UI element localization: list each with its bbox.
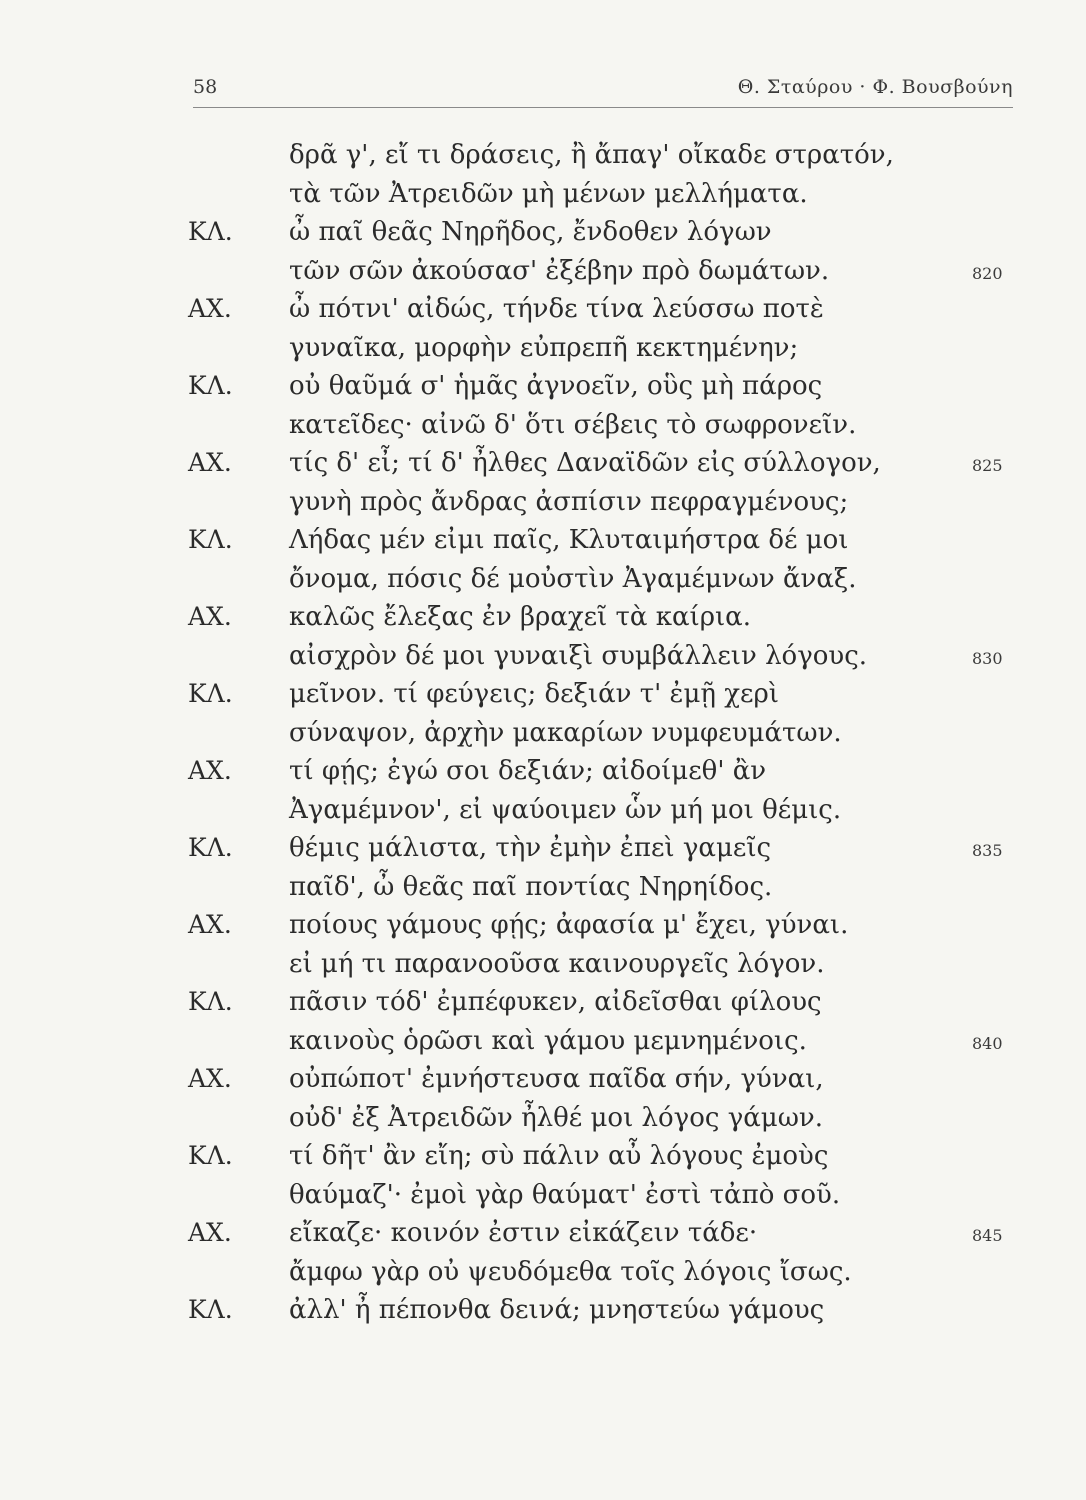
verse-line-text: Ἀγαμέμνον', εἰ ψαύοιμεν ὧν μή μοι θέμις. xyxy=(289,794,842,825)
speaker-label: ΑΧ. xyxy=(188,1064,232,1093)
verse-line-text: σύναψον, ἀρχὴν μακαρίων νυμφευμάτων. xyxy=(289,717,842,748)
verse-line xyxy=(188,1137,1028,1176)
verse-line-text: ὦ παῖ θεᾶς Νηρῆδος, ἔνδοθεν λόγων xyxy=(289,217,772,247)
verse-line-text: αἰσχρὸν δέ μοι γυναιξὶ συμβάλλειν λόγους. xyxy=(289,640,868,671)
line-number: 840 xyxy=(972,1033,1003,1053)
verse-line xyxy=(188,598,1028,637)
verse-line-text: εἰ μή τι παρανοοῦσα καινουργεῖς λόγον. xyxy=(289,948,825,979)
verse-line-text: κατεῖδες· αἰνῶ δ' ὅτι σέβεις τὸ σωφρονεῖν. xyxy=(289,409,857,440)
verse-line xyxy=(188,367,1028,406)
line-number: 835 xyxy=(972,841,1003,860)
speaker-label: ΑΧ. xyxy=(188,1218,232,1247)
verse-line-text: μεῖνον. τί φεύγεις; δεξιάν τ' ἐμῇ χερὶ xyxy=(289,679,779,709)
verse-line-text: ὦ πότνι' αἰδώς, τήνδε τίνα λεύσσω ποτὲ xyxy=(289,294,824,324)
verse-line xyxy=(188,483,1028,522)
speaker-label: ΚΛ. xyxy=(188,833,233,862)
verse-line xyxy=(188,1099,1028,1138)
verse-line xyxy=(188,1214,1028,1253)
verse-line xyxy=(188,406,1028,445)
verse-line-text: γυναῖκα, μορφὴν εὐπρεπῆ κεκτημένην; xyxy=(289,332,799,363)
page-number: 58 xyxy=(193,76,218,98)
page-header xyxy=(193,76,1013,104)
verse-line xyxy=(188,175,1028,214)
verse-line-text: ἀλλ' ἦ πέπονθα δεινά; μνηστεύω γάμους xyxy=(289,1295,825,1325)
verse-line-text: καλῶς ἔλεξας ἐν βραχεῖ τὰ καίρια. xyxy=(289,602,752,632)
speaker-label: ΚΛ. xyxy=(188,525,233,554)
header-rule xyxy=(193,107,1013,108)
verse-line xyxy=(188,829,1028,868)
line-number: 820 xyxy=(972,263,1003,283)
speaker-label: ΑΧ. xyxy=(188,602,232,631)
verse-text xyxy=(188,136,1028,1330)
verse-line-text: παῖδ', ὦ θεᾶς παῖ ποντίας Νηρηίδος. xyxy=(289,871,773,902)
verse-line xyxy=(188,1291,1028,1330)
verse-line xyxy=(188,752,1028,791)
speaker-label: ΚΛ. xyxy=(188,987,233,1016)
verse-line xyxy=(188,906,1028,945)
verse-line xyxy=(188,252,1028,291)
verse-line-text: τίς δ' εἶ; τί δ' ἦλθες Δαναϊδῶν εἰς σύλλογον, xyxy=(289,448,881,478)
verse-line xyxy=(188,868,1028,907)
verse-line-text: τί δῆτ' ἂν εἴη; σὺ πάλιν αὖ λόγους ἐμοὺς xyxy=(289,1141,829,1171)
verse-line xyxy=(188,1253,1028,1292)
verse-line xyxy=(188,329,1028,368)
speaker-label: ΚΛ. xyxy=(188,1295,233,1324)
verse-line xyxy=(188,136,1028,175)
speaker-label: ΑΧ. xyxy=(188,294,232,323)
speaker-label: ΚΛ. xyxy=(188,679,233,708)
speaker-label: ΚΛ. xyxy=(188,1141,233,1170)
line-number: 845 xyxy=(972,1226,1003,1245)
line-number: 830 xyxy=(972,648,1003,668)
speaker-label: ΑΧ. xyxy=(188,448,232,477)
verse-line-text: τῶν σῶν ἀκούσασ' ἐξέβην πρὸ δωμάτων. xyxy=(289,255,830,286)
verse-line xyxy=(188,637,1028,676)
verse-line-text: καινοὺς ὁρῶσι καὶ γάμου μεμνημένοις. xyxy=(289,1025,807,1056)
verse-line-text: πᾶσιν τόδ' ἐμπέφυκεν, αἰδεῖσθαι φίλους xyxy=(289,987,822,1017)
verse-line xyxy=(188,213,1028,252)
verse-line-text: οὐ θαῦμά σ' ἡμᾶς ἀγνοεῖν, οὓς μὴ πάρος xyxy=(289,371,823,401)
verse-line xyxy=(188,444,1028,483)
verse-line xyxy=(188,1176,1028,1215)
verse-line-text: οὐδ' ἐξ Ἀτρειδῶν ἦλθέ μοι λόγος γάμων. xyxy=(289,1102,823,1133)
verse-line-text: γυνὴ πρὸς ἄνδρας ἀσπίσιν πεφραγμένους; xyxy=(289,486,849,517)
speaker-label: ΚΛ. xyxy=(188,371,233,400)
verse-line-text: εἴκαζε· κοινόν ἐστιν εἰκάζειν τάδε· xyxy=(289,1218,758,1248)
speaker-label: ΑΧ. xyxy=(188,756,232,785)
verse-line-text: θαύμαζ'· ἐμοὶ γὰρ θαύματ' ἐστὶ τἀπὸ σοῦ. xyxy=(289,1179,841,1210)
speaker-label: ΚΛ. xyxy=(188,217,233,246)
verse-line xyxy=(188,983,1028,1022)
verse-line-text: θέμις μάλιστα, τὴν ἐμὴν ἐπεὶ γαμεῖς xyxy=(289,833,772,863)
verse-line-text: δρᾶ γ', εἴ τι δράσεις, ἢ ἄπαγ' οἴκαδε στρατόν, xyxy=(289,140,894,170)
verse-line xyxy=(188,945,1028,984)
verse-line-text: τί φῄς; ἐγώ σοι δεξιάν; αἰδοίμεθ' ἂν xyxy=(289,756,767,786)
verse-line-text: τὰ τῶν Ἀτρειδῶν μὴ μένων μελλήματα. xyxy=(289,178,808,209)
speaker-label: ΑΧ. xyxy=(188,910,232,939)
verse-line xyxy=(188,1060,1028,1099)
line-number: 825 xyxy=(972,456,1003,475)
verse-line-text: Λήδας μέν εἰμι παῖς, Κλυταιμήστρα δέ μοι xyxy=(289,525,849,555)
running-head: Θ. Σταύρου · Φ. Βουσβούνη xyxy=(737,76,1013,98)
verse-line-text: οὐπώποτ' ἐμνήστευσα παῖδα σήν, γύναι, xyxy=(289,1064,824,1094)
verse-line-text: ὄνομα, πόσις δέ μοὐστὶν Ἀγαμέμνων ἄναξ. xyxy=(289,563,857,594)
verse-line xyxy=(188,714,1028,753)
verse-line xyxy=(188,791,1028,830)
verse-line xyxy=(188,1022,1028,1061)
verse-line xyxy=(188,675,1028,714)
verse-line-text: ἄμφω γὰρ οὐ ψευδόμεθα τοῖς λόγοις ἴσως. xyxy=(289,1256,852,1287)
verse-line xyxy=(188,521,1028,560)
verse-line xyxy=(188,560,1028,599)
verse-line-text: ποίους γάμους φῄς; ἀφασία μ' ἔχει, γύναι. xyxy=(289,910,849,940)
verse-line xyxy=(188,290,1028,329)
